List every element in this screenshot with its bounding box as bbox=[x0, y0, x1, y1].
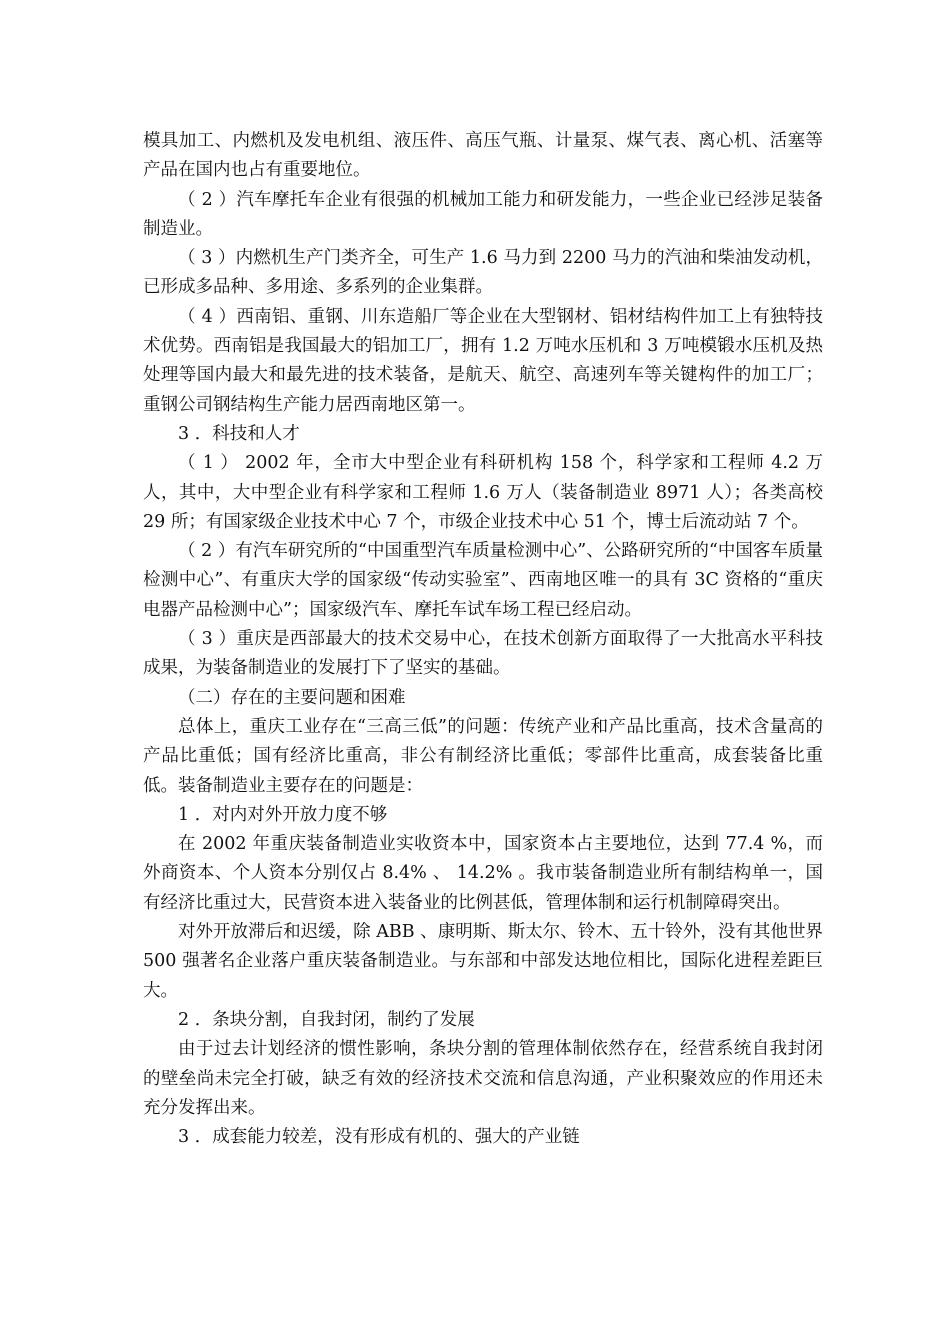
section-heading-problems: （二）存在的主要问题和困难 bbox=[178, 687, 406, 708]
paragraph-opening: 对外开放滞后和迟缓，除 ABB 、康明斯、斯太尔、铃木、五十铃外，没有其他世界 500 强著名企业落户重庆装备制造业。与东部和中部发达地位相比，国际化进程差距巨大。 bbox=[143, 922, 823, 1001]
paragraph-tech-2: （ 2 ）有汽车研究所的“中国重型汽车质量检测中心”、公路研究所的“中国客车质量检测中心”、有重庆大学的国家级“传动实验室”、西南地区唯一的具有 3C 资格的“重庆电器产品检测中心”；国家级汽车、摩托车试车场工程已经启动。 bbox=[143, 541, 823, 620]
paragraph-item-2: （ 2 ）汽车摩托车企业有很强的机械加工能力和研发能力，一些企业已经涉足装备制造业。 bbox=[143, 189, 823, 239]
subheading-industry-chain: 3 ．成套能力较差，没有形成有机的、强大的产业链 bbox=[178, 1127, 580, 1148]
section-heading-tech-talent: 3 ．科技和人才 bbox=[178, 423, 300, 444]
paragraph-tech-3: （ 3 ）重庆是西部最大的技术交易中心，在技术创新方面取得了一大批高水平科技成果，为装备制造业的发展打下了坚实的基础。 bbox=[143, 629, 823, 679]
subheading-openness: 1 ．对内对外开放力度不够 bbox=[178, 804, 388, 825]
paragraph-tech-1: （ 1 ） 2002 年，全市大中型企业有科研机构 158 个，科学家和工程师 4.2 万人，其中，大中型企业有科学家和工程师 1.6 万人（装备制造业 8971 人）；各类高校 29 所；有国家级企业技术中心 7 个，市级企业技术中心 51 个，博士后流动站 7 个。 bbox=[143, 453, 823, 532]
paragraph-fragmentation: 由于过去计划经济的惯性影响，条块分割的管理体制依然存在，经营系统自我封闭的壁垒尚未完全打破，缺乏有效的经济技术交流和信息沟通，产业积聚效应的作用还未充分发挥出来。 bbox=[143, 1039, 823, 1118]
paragraph-capital: 在 2002 年重庆装备制造业实收资本中，国家资本占主要地位，达到 77.4 %，而外商资本、个人资本分别仅占 8.4% 、 14.2% 。我市装备制造业所有制结构单一，国有经济比重过大，民营资本进入装备业的比例甚低，管理体制和运行机制障碍突出。 bbox=[143, 834, 823, 913]
subheading-fragmentation: 2 ．条块分割，自我封闭，制约了发展 bbox=[178, 1009, 475, 1030]
document-page bbox=[143, 127, 823, 1152]
paragraph-item-3: （ 3 ）内燃机生产门类齐全，可生产 1.6 马力到 2200 马力的汽油和柴油发动机，已形成多品种、多用途、多系列的企业集群。 bbox=[143, 248, 823, 298]
paragraph-continuation: 模具加工、内燃机及发电机组、液压件、高压气瓶、计量泵、煤气表、离心机、活塞等产品在国内也占有重要地位。 bbox=[143, 131, 823, 181]
paragraph-item-4: （ 4 ）西南铝、重钢、川东造船厂等企业在大型钢材、铝材结构件加工上有独特技术优势。西南铝是我国最大的铝加工厂，拥有 1.2 万吨水压机和 3 万吨模锻水压机及热处理等国内最大和最先进的技术装备，是航天、航空、高速列车等关键构件的加工厂；重钢公司钢结构生产能力居西南地区第一。 bbox=[143, 306, 823, 415]
paragraph-overview: 总体上，重庆工业存在“三高三低”的问题：传统产业和产品比重高，技术含量高的产品比重低；国有经济比重高，非公有制经济比重低；零部件比重高，成套装备比重低。装备制造业主要存在的问题是： bbox=[143, 716, 823, 796]
